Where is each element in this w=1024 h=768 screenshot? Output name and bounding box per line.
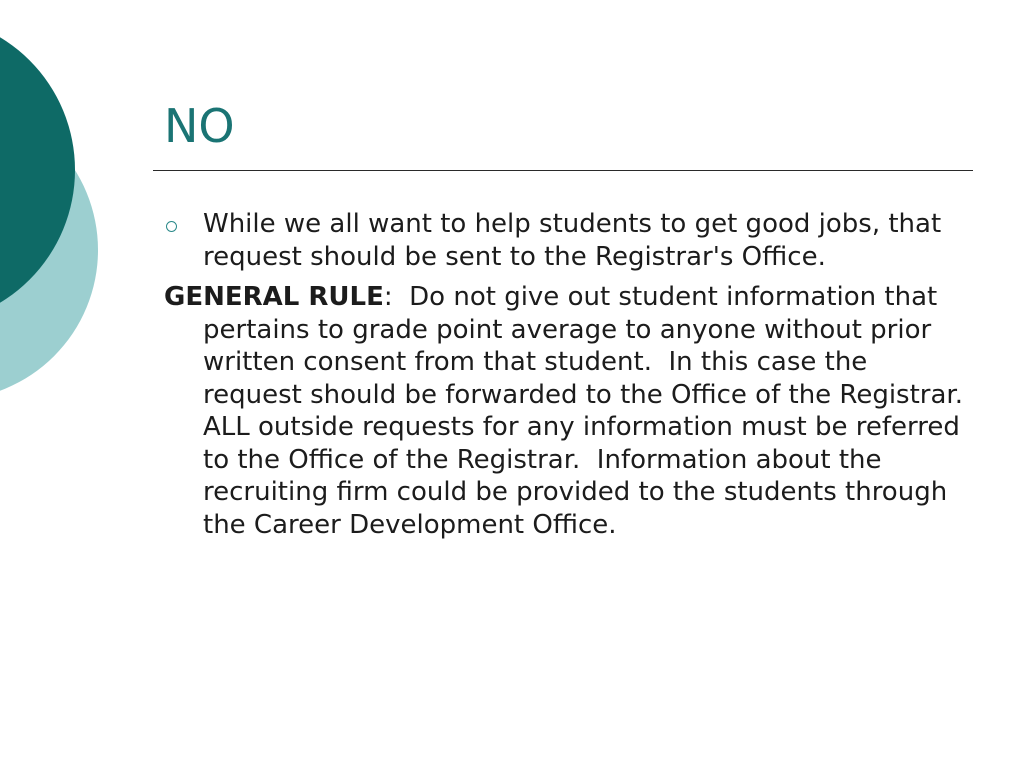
general-rule-label: GENERAL RULE: [164, 282, 384, 312]
general-rule-separator: :: [383, 282, 393, 312]
general-rule-text: Do not give out student information that pertains to grade point average to anyone without prior written consent from that student. In this case the request should be forwarded to the Office of the Registrar. ALL outside requests for any information must be referred to the Office of the Registrar. Information about the recruiting firm could be provided to the students through the Career Development Office.: [203, 282, 980, 540]
bullet-text: While we all want to help students to get good jobs, that request should be sent to the Registrar's Office.: [203, 209, 942, 272]
bullet-item: [164, 208, 964, 273]
slide-body: [164, 208, 980, 541]
slide-title: NO: [164, 99, 235, 153]
general-rule-paragraph: [164, 281, 980, 541]
hollow-circle-bullet-icon: [166, 221, 177, 232]
decorative-circles: [0, 0, 120, 420]
title-divider: [153, 170, 973, 171]
